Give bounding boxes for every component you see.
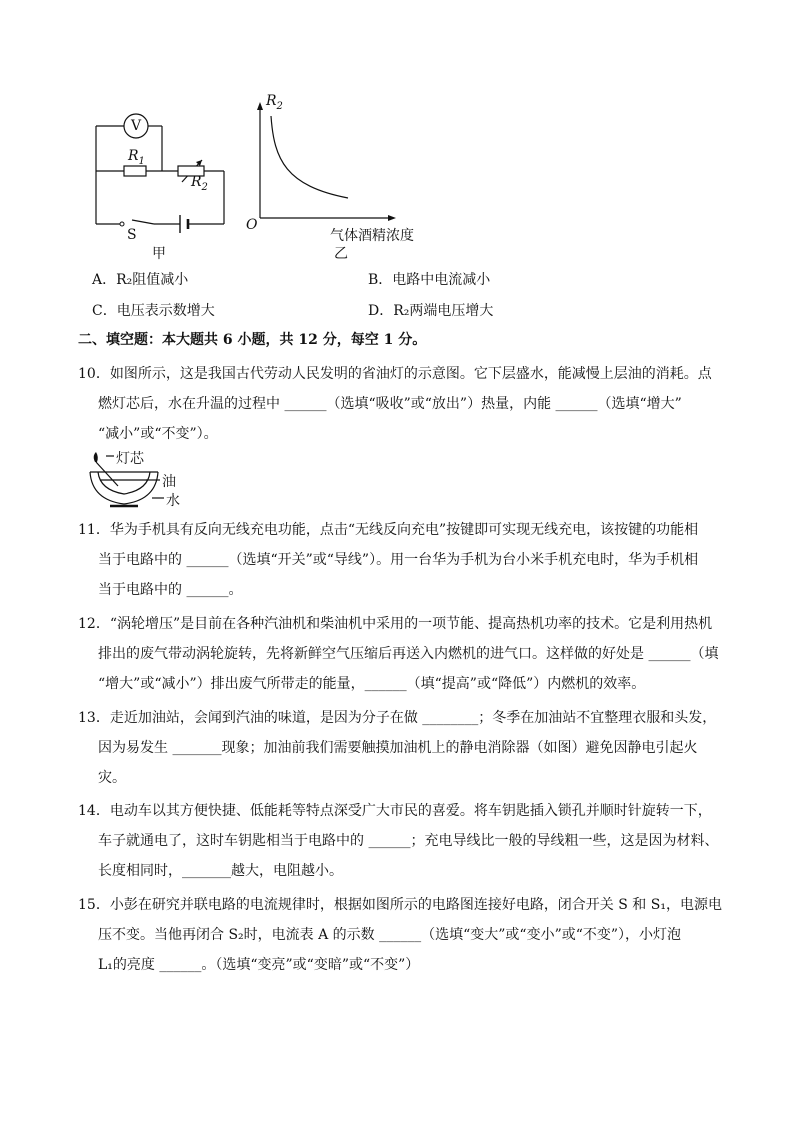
r1-subscript: 1	[138, 155, 145, 167]
switch-label: S	[127, 227, 137, 243]
question-13	[78, 703, 718, 793]
y-axis-subscript: 2	[276, 100, 283, 112]
r1-letter: R	[128, 148, 139, 164]
flame-icon	[94, 452, 98, 462]
q10-line1: 10．如图所示，这是我国古代劳动人民发明的省油灯的示意图。它下层盛水，能减慢上层油的消耗。点	[78, 366, 712, 382]
q11-line2: 当于电路中的 ______（选填“开关”或“导线”）。用一台华为手机为台小米手机充电时，华为手机相	[98, 552, 699, 568]
q11-line1: 11．华为手机具有反向无线充电功能，点击“无线反向充电”按键即可实现无线充电，该按键的功能相	[78, 522, 699, 538]
q13-line3: 灾。	[98, 770, 126, 786]
lamp-bowl-inner	[98, 472, 150, 494]
section-title: 二、填空题：本大题共 6 小题，共 12 分，每空 1 分。	[78, 332, 427, 348]
q12-line1: 12．“涡轮增压”是目前在各种汽油机和柴油机中采用的一项节能、提高热机功率的技术。它是利用热机	[78, 616, 713, 632]
r1-label	[128, 148, 145, 167]
lamp-bowl-outer	[90, 472, 158, 504]
q10-line2: 燃灯芯后，水在升温的过程中 ______（选填“吸收”或“放出”）热量，内能 ______（选填“增大”	[98, 396, 682, 412]
question-10	[78, 359, 718, 449]
q14-line3: 长度相同时，_______越大，电阻越小。	[98, 863, 343, 879]
question-11	[78, 515, 718, 605]
lamp-oil-label: 油	[162, 474, 176, 490]
question-15	[78, 890, 722, 980]
figure-b-caption: 乙	[334, 246, 348, 262]
q13-line2: 因为易发生 _______现象；加油前我们需要触摸加油机上的静电消除器（如图）避免因静电引起火	[98, 740, 698, 756]
graph-r2-vs-concentration	[250, 100, 400, 225]
r2-letter: R	[191, 174, 202, 190]
r2-curve	[271, 116, 348, 198]
q11-line3: 当于电路中的 ______。	[98, 582, 243, 598]
option-a: A．R₂阻值减小	[92, 272, 189, 288]
q12-line2: 排出的废气带动涡轮旋转，先将新鲜空气压缩后再送入内燃机的进气口。这样做的好处是 ______（填	[98, 646, 719, 662]
y-axis-label	[266, 93, 283, 112]
x-axis-arrow-icon	[388, 215, 396, 221]
r2-subscript: 2	[201, 181, 208, 193]
wick-line	[96, 462, 118, 486]
option-b: B．电路中电流减小	[368, 272, 491, 288]
q15-line1: 15．小彭在研究并联电路的电流规律时，根据如图所示的电路图连接好电路，闭合开关 S 和 S₁，电源电	[78, 897, 722, 913]
y-axis-arrow-icon	[257, 102, 263, 110]
q15-line2: 压不变。当他再闭合 S₂时，电流表 A 的示数 ______（选填“变大”或“变小”或“不变”），小灯泡	[98, 927, 682, 943]
option-c: C．电压表示数增大	[92, 303, 215, 319]
figure-a-caption: 甲	[152, 246, 166, 262]
r1-resistor	[124, 166, 146, 176]
question-14	[78, 796, 718, 886]
voltmeter-label: V	[131, 118, 142, 134]
option-d: D．R₂两端电压增大	[368, 303, 494, 319]
circuit-diagram	[90, 108, 240, 263]
q15-line3: L₁的亮度 ______。（选填“变亮”或“变暗”或“不变”）	[98, 957, 420, 973]
q14-line1: 14．电动车以其方便快捷、低能耗等特点深受广大市民的喜爱。将车钥匙插入锁孔并顺时针旋转一下，	[78, 803, 712, 819]
question-12	[78, 609, 718, 699]
y-axis-letter: R	[266, 93, 277, 109]
x-axis-label: 气体酒精浓度	[330, 228, 414, 244]
r2-label	[191, 174, 208, 193]
q13-line1: 13．走近加油站，会闻到汽油的味道，是因为分子在做 ________；冬季在加油站不宜整理衣服和头发，	[78, 710, 717, 726]
switch-contact-icon	[120, 222, 124, 226]
q14-line2: 车子就通电了，这时车钥匙相当于电路中的 ______；充电导线比一般的导线粗一些，这是因为材料、	[98, 833, 719, 849]
q12-line3: “增大”或“减小”）排出废气所带走的能量，______（填“提高”或“降低”）内燃机的效率。	[98, 676, 646, 692]
lamp-wick-label: 灯芯	[116, 451, 144, 467]
lamp-water-label: 水	[166, 493, 180, 509]
origin-label: O	[246, 217, 258, 233]
q10-line3: “减小”或“不变”）。	[98, 426, 218, 442]
